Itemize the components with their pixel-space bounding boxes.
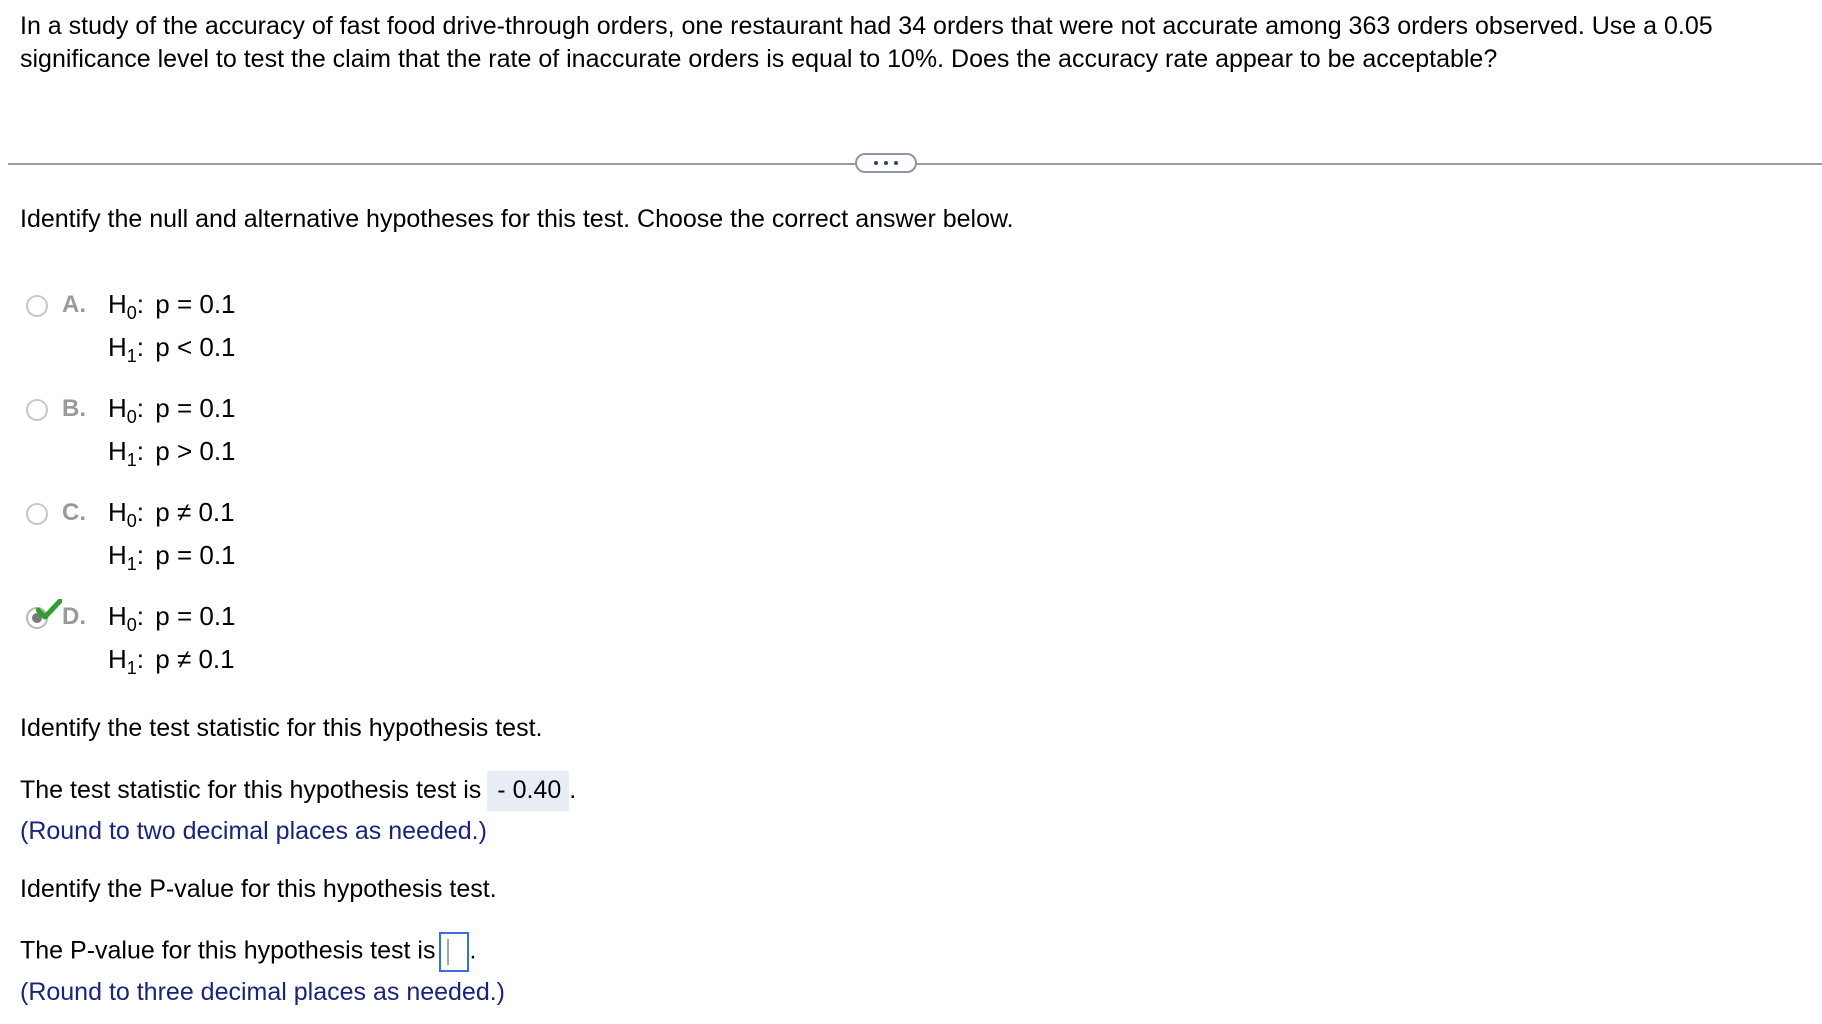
ellipsis-icon [894, 161, 898, 165]
alternative-hypothesis: $H_1$: p ≠ 0.1 [108, 644, 235, 678]
test-statistic-sentence: The test statistic for this hypothesis test is - 0.40 . [20, 771, 576, 811]
option-a[interactable] [20, 285, 620, 375]
test-statistic-answer[interactable]: - 0.40 [487, 771, 569, 811]
ellipsis-icon [884, 161, 888, 165]
green-check-icon [36, 599, 62, 621]
option-d[interactable] [20, 597, 620, 687]
alternative-hypothesis: $H_1$: p = 0.1 [108, 540, 236, 574]
null-hypothesis: $H_0$: p = 0.1 [108, 289, 236, 323]
option-c-radio[interactable] [26, 503, 48, 525]
option-letter: D. [62, 603, 86, 630]
hypotheses-instruction: Identify the null and alternative hypotheses for this test. Choose the correct answer below. [20, 205, 1014, 233]
option-b[interactable] [20, 389, 620, 479]
round-two-decimals-hint: (Round to two decimal places as needed.) [20, 817, 487, 845]
option-letter: B. [62, 395, 86, 422]
null-hypothesis: $H_0$: p = 0.1 [108, 393, 236, 427]
alternative-hypothesis: $H_1$: p < 0.1 [108, 332, 236, 366]
p-value-input[interactable] [439, 932, 469, 972]
option-c[interactable] [20, 493, 620, 583]
alternative-hypothesis: $H_1$: p > 0.1 [108, 436, 236, 470]
null-hypothesis: $H_0$: p = 0.1 [108, 601, 236, 635]
option-letter: A. [62, 291, 86, 318]
p-value-prompt: Identify the P-value for this hypothesis test. [20, 875, 497, 903]
p-value-sentence: The P-value for this hypothesis test is . [20, 932, 476, 972]
option-b-radio[interactable] [26, 399, 48, 421]
option-a-radio[interactable] [26, 295, 48, 317]
test-statistic-prompt: Identify the test statistic for this hypothesis test. [20, 714, 543, 742]
expand-more-button[interactable] [855, 153, 917, 173]
ellipsis-icon [874, 161, 878, 165]
option-letter: C. [62, 499, 86, 526]
null-hypothesis: $H_0$: p ≠ 0.1 [108, 497, 235, 531]
question-text: In a study of the accuracy of fast food drive-through orders, one restaurant had 34 orders that were not accurate among 363 orders observed. Use a 0.05 significance level to test the claim that the rate of inaccurate orders is equal to 10%. Does the accuracy rate appear to be acceptable? [20, 12, 1713, 73]
round-three-decimals-hint: (Round to three decimal places as needed.) [20, 978, 506, 1006]
